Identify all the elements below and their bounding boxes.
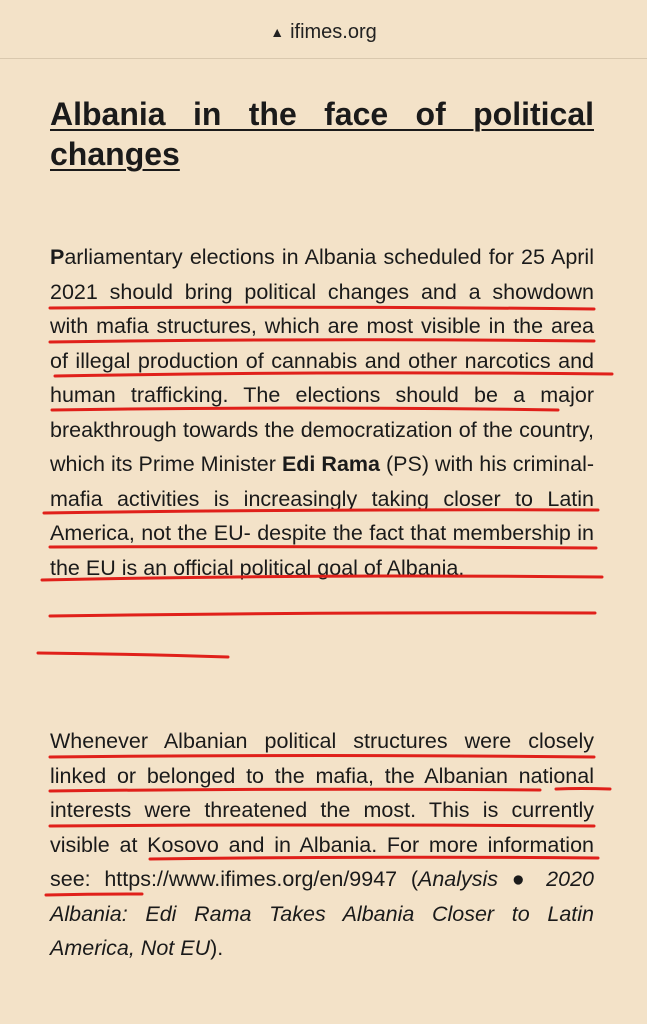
lock-icon: ▲: [270, 24, 285, 40]
p1-text-b: (PS) with his criminal-mafia activities is increasingly taking closer to Latin America, not the EU- despite the fact that membership in the EU is an official political goal of Albania.: [50, 452, 594, 580]
article-title: Albania in the face of political changes: [50, 96, 594, 172]
analysis-label: Analysis: [417, 867, 499, 891]
p2-open-paren: (: [397, 867, 418, 891]
bullet: ●: [498, 867, 547, 891]
p2-close: ).: [210, 936, 224, 960]
domain-text: ifimes.org: [290, 20, 377, 43]
p1-text-a: arliamentary elections in Albania scheduled for 25 April 2021 should bring political changes and a showdown with mafia structures, which are most visible in the area of illegal production of cannabis and other narcotics and human trafficking. The elections should be a major breakthrough towards the democratization of the country, which its Prime Minister: [50, 245, 594, 476]
paragraph-2: [50, 724, 594, 966]
underline-mark: [38, 653, 228, 657]
reference-link[interactable]: https://www.ifimes.org/en/9947: [104, 867, 398, 891]
analysis-title: 2020 Albania: Edi Rama Takes Albania Closer to Latin America, Not EU: [50, 867, 594, 960]
domain-display[interactable]: [270, 15, 377, 44]
prime-minister-name: Edi Rama: [281, 452, 380, 476]
underline-mark: [50, 613, 595, 616]
dropcap: P: [50, 245, 65, 269]
p2-text: Whenever Albanian political structures were closely linked or belonged to the mafia, the Albanian national interests were threatened the most. This is currently visible at Kosovo and in Albania. For more information see:: [50, 729, 594, 891]
paragraph-1: [50, 240, 594, 585]
address-bar[interactable]: [0, 0, 647, 59]
